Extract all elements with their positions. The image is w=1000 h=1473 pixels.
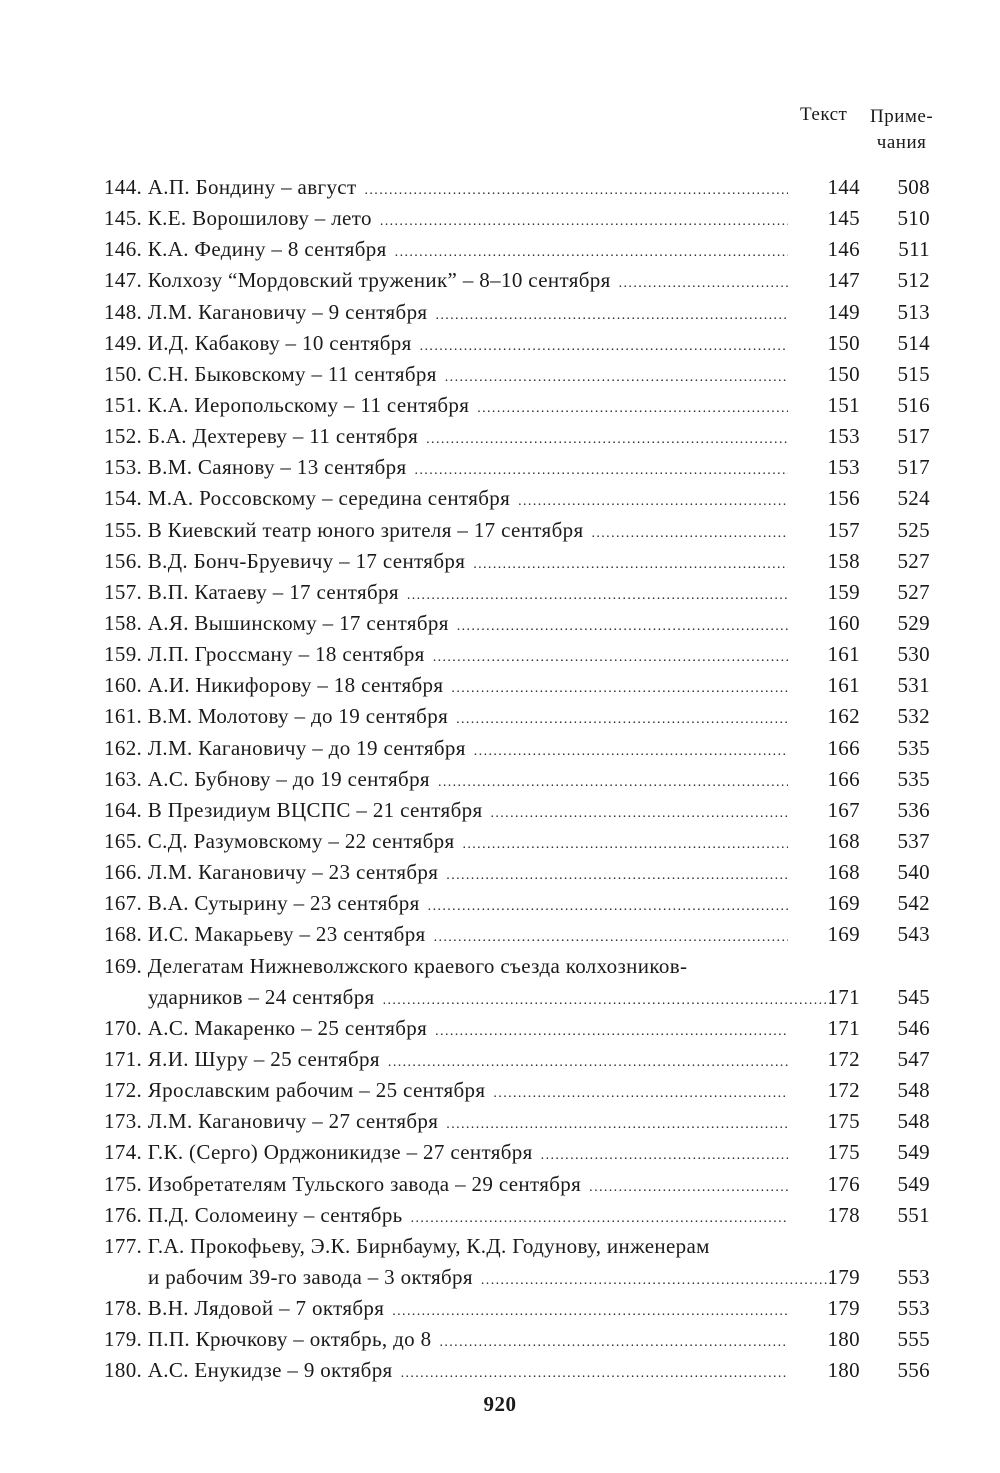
- toc-entry-line: [104, 359, 788, 390]
- dot-leader: [541, 1140, 788, 1168]
- dot-leader: [428, 891, 788, 919]
- toc-entry: [104, 1075, 934, 1106]
- toc-entry-title: 149. И.Д. Кабакову – 10 сентября: [104, 330, 412, 355]
- dot-leader: [388, 1047, 788, 1075]
- notes-page-number: 513: [897, 299, 930, 324]
- text-page-number: 166: [827, 766, 860, 791]
- toc-entry-line: [104, 234, 788, 265]
- toc-entry-title: 148. Л.М. Кагановичу – 9 сентября: [104, 299, 428, 324]
- text-page-number: 150: [827, 361, 860, 386]
- dot-leader: [434, 922, 788, 950]
- notes-page-number: 527: [897, 548, 930, 573]
- toc-entry-title: 145. К.Е. Ворошилову – лето: [104, 206, 372, 231]
- dot-leader: [365, 175, 789, 203]
- notes-page-number: 512: [897, 268, 930, 293]
- notes-page-number: 527: [897, 579, 930, 604]
- toc-entry-line: [104, 421, 788, 452]
- toc-entry-line: [104, 701, 788, 732]
- dot-leader: [462, 829, 788, 857]
- toc-entry-title: 144. А.П. Бондину – август: [104, 175, 357, 199]
- text-column-header: Текст: [800, 104, 848, 125]
- toc-entry-line: [104, 639, 788, 670]
- text-page-number: 168: [827, 828, 860, 853]
- toc-entry-line: [104, 826, 788, 857]
- notes-page-number: 553: [897, 1264, 930, 1289]
- toc-entry: [104, 1231, 934, 1293]
- notes-page-number: 547: [897, 1046, 930, 1071]
- toc-entry-title: 175. Изобретателям Тульского завода – 29 сентября: [104, 1171, 582, 1196]
- text-page-number: 172: [827, 1078, 860, 1103]
- dot-leader: [591, 518, 788, 546]
- toc-entry-title: 161. В.М. Молотову – до 19 сентября: [104, 704, 449, 729]
- dot-leader: [493, 1078, 788, 1106]
- notes-page-number: 525: [897, 517, 930, 542]
- dot-leader: [438, 767, 788, 795]
- toc-entry-line: [104, 795, 788, 826]
- toc-entry-title: 164. В Президиум ВЦСПС – 21 сентября: [104, 797, 483, 822]
- text-page-number: 157: [827, 517, 860, 542]
- notes-page-number: 531: [897, 673, 930, 698]
- toc-entry-title: 160. А.И. Никифорову – 18 сентября: [104, 673, 444, 698]
- toc-entry: [104, 826, 934, 857]
- text-page-number: 171: [827, 984, 860, 1009]
- notes-page-number: 540: [897, 860, 930, 885]
- toc-entry-line: [104, 1075, 788, 1106]
- toc-entry-line: [104, 1231, 934, 1262]
- toc-entry: [104, 172, 934, 203]
- dot-leader: [451, 673, 788, 701]
- text-page-number: 161: [827, 642, 860, 667]
- toc-entry-line: [104, 203, 788, 234]
- text-page-number: 178: [827, 1202, 860, 1227]
- toc-entry: [104, 1169, 934, 1200]
- page-number: 920: [483, 1392, 517, 1416]
- notes-page-number: 548: [897, 1078, 930, 1103]
- text-page-number: 176: [827, 1171, 860, 1196]
- text-page-number: 153: [827, 424, 860, 449]
- dot-leader: [445, 362, 788, 390]
- text-page-number: 180: [827, 1327, 860, 1352]
- toc-entry: [104, 888, 934, 919]
- text-page-number: 146: [827, 237, 860, 262]
- dot-leader: [481, 1265, 832, 1293]
- toc-entry-line: [104, 857, 788, 888]
- toc-entry-title: 158. А.Я. Вышинскому – 17 сентября: [104, 610, 449, 635]
- toc-entry-line: [104, 297, 788, 328]
- dot-leader: [380, 206, 788, 234]
- toc-entry-line: [104, 1324, 788, 1355]
- toc-entry-title: 157. В.П. Катаеву – 17 сентября: [104, 579, 399, 604]
- text-page-number: 149: [827, 299, 860, 324]
- notes-page-number: 555: [897, 1327, 930, 1352]
- toc-entry: [104, 1137, 934, 1168]
- dot-leader: [518, 486, 788, 514]
- toc-entry-title: 146. К.А. Федину – 8 сентября: [104, 237, 387, 262]
- toc-entry-title: 166. Л.М. Кагановичу – 23 сентября: [104, 860, 439, 885]
- notes-page-number: 510: [897, 206, 930, 231]
- notes-page-number: 529: [897, 610, 930, 635]
- toc-entry: [104, 1293, 934, 1324]
- toc-entry-line: [104, 951, 934, 982]
- toc-entry-title: 171. Я.И. Шуру – 25 сентября: [104, 1046, 380, 1071]
- dot-leader: [435, 1016, 788, 1044]
- toc-entry-line: [104, 1200, 788, 1231]
- toc-entry-line: [104, 608, 788, 639]
- toc-entry-line: [104, 1044, 788, 1075]
- toc-entry-title: 165. С.Д. Разумовскому – 22 сентября: [104, 828, 455, 853]
- toc-entry: [104, 546, 934, 577]
- toc-entry: [104, 764, 934, 795]
- text-page-number: 160: [827, 610, 860, 635]
- toc-entry: [104, 1324, 934, 1355]
- toc-entry-title: 174. Г.К. (Серго) Орджоникидзе – 27 сентября: [104, 1140, 533, 1165]
- text-page-number: 180: [827, 1358, 860, 1383]
- toc-entry-line: [104, 1013, 788, 1044]
- toc-entry: [104, 452, 934, 483]
- toc-entry-line: [104, 483, 788, 514]
- toc-entry: [104, 265, 934, 296]
- toc-entry-title: 163. А.С. Бубнову – до 19 сентября: [104, 766, 430, 791]
- toc-entry-line: [104, 577, 788, 608]
- notes-page-number: 553: [897, 1296, 930, 1321]
- toc-entry-line: [104, 670, 788, 701]
- toc-entry-title: 177. Г.А. Прокофьеву, Э.К. Бирнбауму, К.Д. Годунову, инженерам: [104, 1233, 710, 1258]
- toc-entry-line: [104, 888, 788, 919]
- toc-entry: [104, 515, 934, 546]
- text-page-number: 158: [827, 548, 860, 573]
- dot-leader: [446, 1109, 788, 1137]
- dot-leader: [439, 1327, 788, 1355]
- text-page-number: 161: [827, 673, 860, 698]
- toc-entry-line: [104, 733, 788, 764]
- toc-entry: [104, 1355, 934, 1386]
- notes-page-number: 517: [897, 455, 930, 480]
- dot-leader: [426, 424, 788, 452]
- toc-entry: [104, 857, 934, 888]
- text-page-number: 166: [827, 735, 860, 760]
- toc-entry-line: [104, 328, 788, 359]
- text-page-number: 147: [827, 268, 860, 293]
- toc-entry-line: [104, 390, 788, 421]
- toc-entry: [104, 297, 934, 328]
- dot-leader: [477, 393, 788, 421]
- notes-page-number: 545: [897, 984, 930, 1009]
- text-page-number: 169: [827, 922, 860, 947]
- notes-page-number: 517: [897, 424, 930, 449]
- notes-page-number: 516: [897, 392, 930, 417]
- toc-entry: [104, 203, 934, 234]
- text-page-number: 144: [827, 175, 860, 199]
- toc-entry-line: [104, 764, 788, 795]
- toc-entry-line: [104, 515, 788, 546]
- text-page-number: 162: [827, 704, 860, 729]
- toc-entry-line: [104, 1262, 832, 1293]
- toc-entry: [104, 359, 934, 390]
- dot-leader: [401, 1358, 788, 1386]
- toc-entry-line: [104, 265, 788, 296]
- toc-entry-title: 153. В.М. Саянову – 13 сентября: [104, 455, 407, 480]
- toc-entry-title: 162. Л.М. Кагановичу – до 19 сентября: [104, 735, 466, 760]
- toc-entry: [104, 1044, 934, 1075]
- toc-entry: [104, 483, 934, 514]
- notes-page-number: 515: [897, 361, 930, 386]
- text-page-number: 151: [827, 392, 860, 417]
- text-page-number: 179: [827, 1264, 860, 1289]
- toc-entry-title: 180. А.С. Енукидзе – 9 октября: [104, 1358, 393, 1383]
- text-page-number: 169: [827, 891, 860, 916]
- toc-entry: [104, 951, 934, 1013]
- toc-entry: [104, 795, 934, 826]
- toc-entry-line: [104, 1293, 788, 1324]
- dot-leader: [474, 736, 788, 764]
- notes-page-number: 556: [897, 1358, 930, 1383]
- text-page-number: 175: [827, 1140, 860, 1165]
- notes-page-number: 524: [897, 486, 930, 511]
- toc-entry-title: 179. П.П. Крючкову – октябрь, до 8: [104, 1327, 432, 1352]
- toc-entry-title: 155. В Киевский театр юного зрителя – 17 сентября: [104, 517, 584, 542]
- toc-entry-line: [104, 1355, 788, 1386]
- notes-page-number: 549: [897, 1171, 930, 1196]
- toc-entry-line: [104, 172, 788, 203]
- notes-page-number: 536: [897, 797, 930, 822]
- toc-entry-title: 172. Ярославским рабочим – 25 сентября: [104, 1078, 486, 1103]
- toc-entry-title: 167. В.А. Сутырину – 23 сентября: [104, 891, 420, 916]
- notes-column-header-line1: Приме-: [870, 106, 934, 127]
- notes-page-number: 535: [897, 735, 930, 760]
- dot-leader: [433, 642, 788, 670]
- dot-leader: [383, 985, 832, 1013]
- toc-entry: [104, 577, 934, 608]
- toc-entry-title: 147. Колхозу “Мордовский труженик” – 8–10 сентября: [104, 268, 611, 293]
- toc-entry: [104, 701, 934, 732]
- notes-page-number: 535: [897, 766, 930, 791]
- text-page-number: 168: [827, 860, 860, 885]
- notes-page-number: 542: [897, 891, 930, 916]
- toc-entry: [104, 1013, 934, 1044]
- notes-column-header: [870, 104, 933, 156]
- dot-leader: [490, 798, 788, 826]
- toc-entry-title: 176. П.Д. Соломеину – сентябрь: [104, 1202, 403, 1227]
- text-page-number: 150: [827, 330, 860, 355]
- toc-entry: [104, 733, 934, 764]
- toc-entry: [104, 1106, 934, 1137]
- toc-entry: [104, 390, 934, 421]
- dot-leader: [619, 268, 788, 296]
- toc-entry-title: 168. И.С. Макарьеву – 23 сентября: [104, 922, 426, 947]
- notes-page-number: 546: [897, 1015, 930, 1040]
- dot-leader: [395, 237, 788, 265]
- toc-entry-line: [104, 1137, 788, 1168]
- toc-entry: [104, 639, 934, 670]
- toc-entry: [104, 670, 934, 701]
- toc-entry-line: [104, 1169, 788, 1200]
- toc-entry: [104, 234, 934, 265]
- dot-leader: [420, 331, 788, 359]
- notes-page-number: 548: [897, 1109, 930, 1134]
- toc-entry-title: 178. В.Н. Лядовой – 7 октября: [104, 1296, 385, 1321]
- toc-entry-title: 152. Б.А. Дехтереву – 11 сентября: [104, 424, 419, 449]
- toc-entry-title: 156. В.Д. Бонч-Бруевичу – 17 сентября: [104, 548, 466, 573]
- text-page-number: 156: [827, 486, 860, 511]
- dot-leader: [415, 455, 789, 483]
- notes-page-number: 532: [897, 704, 930, 729]
- toc-entry-title: ударников – 24 сентября: [148, 984, 375, 1009]
- toc-entry-line: [104, 1106, 788, 1137]
- toc-entry: [104, 328, 934, 359]
- notes-column-header-line2: чания: [876, 132, 927, 153]
- toc-entry-line: [104, 919, 788, 950]
- notes-page-number: 530: [897, 642, 930, 667]
- toc-entry-title: 173. Л.М. Кагановичу – 27 сентября: [104, 1109, 439, 1134]
- toc-entry: [104, 421, 934, 452]
- table-of-contents: [104, 172, 934, 1386]
- notes-page-number: 551: [897, 1202, 930, 1227]
- dot-leader: [456, 704, 788, 732]
- text-page-number: 179: [827, 1296, 860, 1321]
- notes-page-number: 511: [898, 237, 930, 262]
- notes-page-number: 537: [897, 828, 930, 853]
- text-page-number: 171: [827, 1015, 860, 1040]
- notes-page-number: 508: [897, 175, 930, 199]
- text-page-number: 153: [827, 455, 860, 480]
- toc-entry-line: [104, 452, 788, 483]
- notes-page-number: 514: [897, 330, 930, 355]
- toc-entry-line: [104, 546, 788, 577]
- toc-entry-title: и рабочим 39-го завода – 3 октября: [148, 1264, 473, 1289]
- toc-entry-title: 170. А.С. Макаренко – 25 сентября: [104, 1015, 428, 1040]
- toc-entry: [104, 919, 934, 950]
- toc-entry-title: 151. К.А. Иеропольскому – 11 сентября: [104, 392, 470, 417]
- dot-leader: [473, 549, 788, 577]
- toc-entry-line: [104, 982, 832, 1013]
- dot-leader: [446, 860, 788, 888]
- toc-entry: [104, 1200, 934, 1231]
- text-page-number: 167: [827, 797, 860, 822]
- toc-entry-title: 154. М.А. Россовскому – середина сентября: [104, 486, 511, 511]
- notes-page-number: 543: [897, 922, 930, 947]
- text-page-number: 175: [827, 1109, 860, 1134]
- toc-entry-title: 169. Делегатам Нижневолжского краевого съезда колхозников-: [104, 953, 688, 978]
- text-page-number: 145: [827, 206, 860, 231]
- dot-leader: [435, 300, 788, 328]
- text-page-number: 172: [827, 1046, 860, 1071]
- dot-leader: [589, 1172, 788, 1200]
- toc-entry-title: 150. С.Н. Быковскому – 11 сентября: [104, 361, 437, 386]
- notes-page-number: 549: [897, 1140, 930, 1165]
- dot-leader: [407, 580, 788, 608]
- text-page-number: 159: [827, 579, 860, 604]
- dot-leader: [411, 1203, 788, 1231]
- dot-leader: [457, 611, 788, 639]
- toc-entry-title: 159. Л.П. Гроссману – 18 сентября: [104, 642, 425, 667]
- dot-leader: [392, 1296, 788, 1324]
- toc-entry: [104, 608, 934, 639]
